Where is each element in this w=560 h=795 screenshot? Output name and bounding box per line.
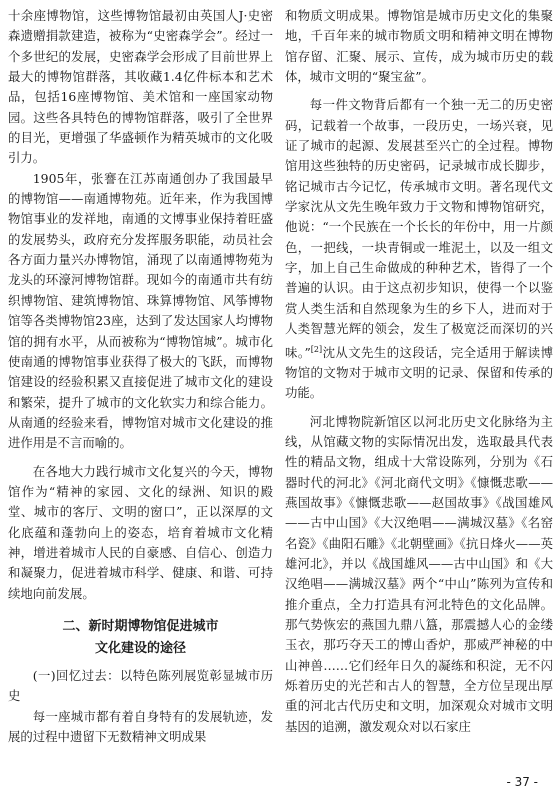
footnote-reference: [2]: [310, 344, 323, 354]
section-heading-line: 二、新时期博物馆促进城市: [62, 618, 219, 634]
body-paragraph: 在各地大力践行城市文化复兴的今天，博物馆作为“精神的家园、文化的绿洲、知识的殿堂、城市的客厅、文明的窗口”，正以深厚的文化底蕴和蓬勃向上的姿态，培育着城市文化精神，增进着城市人民的自豪感、自信心、创造力和凝聚力，促进着城市科学、健康、和谐、可持续地向前发展。: [8, 463, 273, 601]
body-paragraph: 和物质文明成果。博物馆是城市历史文化的集聚地，千百年来的城市物质文明和精神文明在博物馆存留、汇聚、展示、宣传，成为城市历史的载体，城市文明的“聚宝盆”。: [285, 8, 553, 85]
left-column: [8, 6, 273, 747]
right-column: [285, 6, 553, 737]
section-heading-line: 文化建设的途径: [94, 640, 186, 656]
subsection-heading: (一)回忆过去：以特色陈列展览彰显城市历史: [8, 667, 273, 704]
paragraph-text: 每一件文物背后都有一个独一无二的历史密码，记载着一个故事，一段历史，一场兴衰，见证了城市的起源、发展甚至兴亡的全过程。博物馆用这些独特的历史密码，记录城市成长脚步，铭记城市古今记忆，传承城市文明。著名现代文学家沈从文先生晚年致力于文物和博物馆研究，他说：“一个民族在一个长长的年份中，用一片颜色，一把线，一块青铜或一堆泥土，以及一组文字，加上自己生命做成的种种艺术，皆得了一个普遍的认识。由于这点初步知识，使得一个以鉴赏人类生活和自然现象为生的乡下人，进而对于人类智慧光辉的领会，发生了极宽泛而深切的兴味。”: [285, 97, 553, 360]
body-paragraph: [285, 95, 553, 403]
paragraph-text: 沈从文先生的这段话，完全适用于解读博物馆的文物对于城市文明的记录、保留和传承的功能。: [285, 344, 554, 401]
body-paragraph: 河北博物院新馆区以河北历史文化脉络为主线，从馆藏文物的实际情况出发，选取最具代表性的精品文物，组成十大常设陈列，分别为《石器时代的河北》《河北商代文明》《慷慨悲歌——燕国故事》《慷慨悲歌——赵国故事》《战国雄风——古中山国》《大汉绝唱——满城汉墓》《名窑名瓷》《曲阳石雕》《北朝壁画》《抗日烽火——英雄河北》，并以《战国雄风——古中山国》和《大汉绝唱——满城汉墓》两个“中山”陈列为宣传和推介重点，全力打造具有河北特色的文化品牌。那气势恢宏的燕国九鼎八簋，那震撼人心的金缕玉衣，那巧夺天工的博山香炉，那威严神秘的中山神兽……它们经年日久的凝练和积淀，无不闪烁着历史的光芒和古人的智慧，全方位呈现出厚重的河北古代历史和文明，加深观众对城市文明基因的追溯，激发观众对以石家庄: [285, 413, 553, 734]
body-paragraph: 十余座博物馆，这些博物馆最初由英国人J·史密森遗赠捐款建造，被称为“史密森学会”。经过一个多世纪的发展，史密森学会形成了目前世界上最大的博物馆群落，其收藏1.4亿件标本和艺术品，包括16座博物馆、美术馆和一座国家动物园。这些各具特色的博物馆群落，吸引了全世界的目光，更增强了华盛顿作为精英城市的文化吸引力。: [8, 8, 273, 166]
body-paragraph: 1905年，张謇在江苏南通创办了我国最早的博物馆——南通博物苑。近年来，作为我国博物馆事业的发祥地，南通的文博事业保持着旺盛的发展势头，政府充分发挥服务职能，动员社会各方面力量兴办博物馆，涌现了以南通博物苑为龙头的环濠河博物馆群。现如今的南通市共有纺织博物馆、建筑博物馆、珠算博物馆、风筝博物馆等各类博物馆23座，达到了发达国家人均博物馆的拥有水平，从而被称为“博物馆城”。城市化使南通的博物馆事业获得了极大的飞跃，而博物馆建设的经验积累又直接促进了城市文化的建设和繁荣，提升了城市的文化软实力和综合能力。从南通的经验来看，博物馆对城市文化建设的推进作用是不言而喻的。: [8, 170, 273, 451]
page-number: - 37 -: [506, 775, 538, 789]
section-heading: [8, 616, 273, 660]
body-paragraph: 每一座城市都有着自身特有的发展轨迹，发展的过程中遗留下无数精神文明成果: [8, 708, 273, 744]
